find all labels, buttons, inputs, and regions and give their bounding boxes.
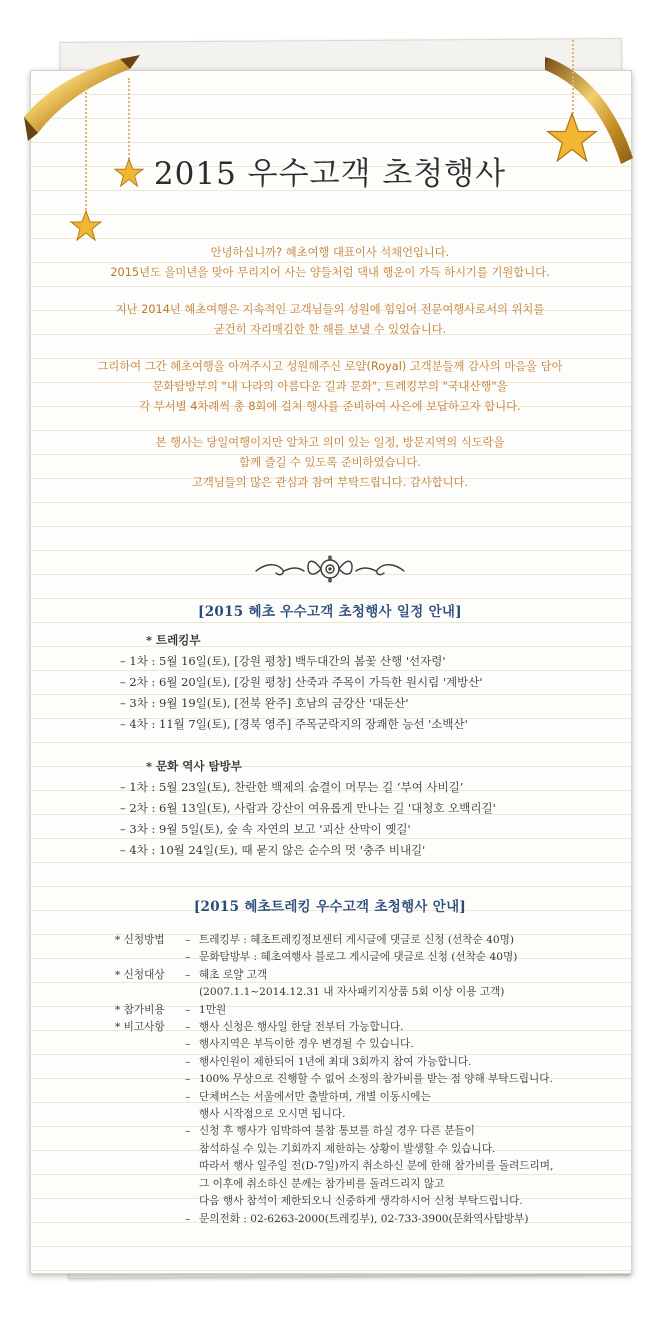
apply-line: 트레킹부 : 혜초트레킹정보센터 게시글에 댓글로 신청 (선착순 40명): [199, 934, 514, 946]
apply-line: 문화탐방부 : 혜초여행사 블로그 게시글에 댓글로 신청 (선착순 40명): [199, 951, 518, 964]
star-string: [572, 40, 574, 122]
schedule-item: – 4차 : 11월 7일(토), [경북 영주] 주목군락지의 장쾌한 능선 '소백산': [120, 717, 468, 731]
intro-line: 지난 2014년 혜초여행은 지속적인 고객님들의 성원에 힘입어 전문여행사로서의 위치를: [115, 303, 545, 316]
info-row: [115, 949, 635, 966]
note-line: 신청 후 행사가 임박하여 불참 통보를 하실 경우 다른 분들이: [199, 1125, 475, 1138]
info-row: [115, 967, 635, 984]
dash: [185, 1106, 199, 1123]
info-heading: [2015 혜초트레킹 우수고객 초청행사 안내]: [193, 899, 467, 915]
fee-value: 1만원: [199, 1003, 227, 1016]
dash: –: [185, 951, 191, 964]
target-line: (2007.1.1~2014.12.31 내 자사패키지상품 5회 이상 이용 고객): [199, 986, 505, 999]
gold-star-icon: [70, 210, 102, 242]
intro-line: 2015년도 을미년을 맞아 무리지어 사는 양들처럼 댁내 행운이 가득 하시기를 기원합니다.: [110, 266, 550, 279]
info-row: [115, 1158, 635, 1175]
intro-line: 안녕하십니까? 혜초여행 대표이사 석채언입니다.: [210, 246, 450, 259]
intro-line: 굳건히 자리매김한 한 해를 보낼 수 있었습니다.: [213, 323, 447, 336]
fee-label: * 참가비용: [115, 1003, 165, 1016]
intro-line: 각 부서별 4차례씩 총 8회에 걸쳐 행사를 준비하여 사은에 보답하고자 합니다.: [139, 400, 521, 413]
info-row: [115, 1019, 635, 1036]
dash: –: [185, 1003, 191, 1016]
info-list: [115, 932, 635, 1228]
dash: [185, 1193, 199, 1210]
intro-line: 문화탐방부의 "내 나라의 아름다운 길과 문화", 트레킹부의 "국내산행"을: [152, 380, 508, 393]
info-row: [115, 1071, 635, 1088]
page-title: 2015 우수고객 초청행사: [153, 156, 507, 192]
note-line: 문의전화 : 02-6263-2000(트레킹부), 02-733-3900(문화역사탐방부): [199, 1212, 529, 1225]
info-row: [115, 1002, 635, 1019]
label-spacer: [115, 1176, 185, 1193]
label-spacer: [115, 1141, 185, 1158]
intro-paragraph-1: [60, 243, 600, 283]
label-spacer: [115, 1054, 185, 1071]
info-row: [115, 1054, 635, 1071]
info-row: [115, 1141, 635, 1158]
label-spacer: [115, 1158, 185, 1175]
intro-line: 그리하여 그간 혜초여행을 아껴주시고 성원해주신 로얄(Royal) 고객분들께 감사의 마음을 담아: [97, 360, 563, 373]
schedule-category: * 트레킹부: [146, 633, 201, 647]
label-spacer: [115, 1071, 185, 1088]
info-row: [115, 1211, 635, 1228]
schedule-list: [120, 630, 496, 861]
note-line: 다음 행사 참석이 제한되오니 신중하게 생각하시어 신청 부탁드립니다.: [199, 1195, 523, 1208]
schedule-item: – 2차 : 6월 20일(토), [강원 평창] 산죽과 주목이 가득한 원시림 '계방산': [120, 675, 483, 689]
label-spacer: [115, 1106, 185, 1123]
note-line: 행사 신청은 행사일 한달 전부터 가능합니다.: [199, 1021, 404, 1034]
target-line: 혜초 로얄 고객: [199, 968, 268, 981]
info-row: [115, 984, 635, 1001]
dash: [185, 1158, 199, 1175]
schedule-item: – 3차 : 9월 5일(토), 숲 속 자연의 보고 '괴산 산막이 옛길': [120, 822, 411, 836]
note-line: 행사지역은 부득이한 경우 변경될 수 있습니다.: [199, 1038, 414, 1051]
note-line: 참석하실 수 있는 기회까지 제한하는 상황이 발생할 수 있습니다.: [199, 1142, 496, 1155]
dash: –: [185, 934, 191, 946]
note-line: 행사 시작점으로 오시면 됩니다.: [199, 1108, 346, 1121]
info-row: [115, 1089, 635, 1106]
info-row: [115, 1123, 635, 1140]
info-row: [115, 932, 635, 949]
label-spacer: [115, 1123, 185, 1140]
intro-line: 고객님들의 많은 관심과 참여 부탁드립니다. 감사합니다.: [191, 476, 469, 489]
schedule-item: – 1차 : 5월 16일(토), [강원 평창] 백두대간의 봄꽃 산행 '선자령': [120, 654, 446, 668]
label-spacer: [115, 1193, 185, 1210]
dash: [185, 1176, 199, 1193]
info-row: [115, 1106, 635, 1123]
label-spacer: [115, 1036, 185, 1053]
note-line: 100% 무상으로 진행할 수 없어 소정의 참가비를 받는 점 양해 부탁드립니다.: [199, 1073, 553, 1086]
dash: [185, 1141, 199, 1158]
label-spacer: [115, 1089, 185, 1106]
schedule-item: – 4차 : 10월 24일(토), 때 묻지 않은 순수의 멋 '충주 비내길': [120, 843, 426, 857]
note-line: 단체버스는 서울에서만 출발하며, 개별 이동시에는: [199, 1090, 431, 1103]
intro-paragraph-3: [60, 357, 600, 417]
intro-line: 본 행사는 당일여행이지만 알차고 의미 있는 일정, 방문지역의 식도락을: [155, 436, 505, 449]
target-label: * 신청대상: [115, 968, 165, 981]
note-line: 따라서 행사 일주일 전(D-7일)까지 취소하신 분에 한해 참가비를 돌려드리며,: [199, 1160, 554, 1173]
label-spacer: [115, 984, 185, 1001]
schedule-item: – 2차 : 6월 13일(토), 사람과 강산이 여유롭게 만나는 길 '대청호 오백리길': [120, 801, 496, 815]
dash: –: [185, 1038, 191, 1051]
label-spacer: [115, 949, 185, 966]
schedule-category: * 문화 역사 탐방부: [146, 759, 242, 773]
notes-label: * 비고사항: [115, 1021, 165, 1034]
note-line: 그 이후에 취소하신 분께는 참가비를 돌려드리지 않고: [199, 1177, 445, 1190]
spacer: [120, 735, 496, 756]
apply-label: * 신청방법: [115, 934, 165, 946]
dash: –: [185, 1055, 191, 1068]
dash: –: [185, 1073, 191, 1086]
dash: –: [185, 968, 191, 981]
label-spacer: [115, 1211, 185, 1228]
gold-ribbon-left-icon: [22, 55, 142, 155]
dash: –: [185, 1090, 191, 1103]
info-row: [115, 1176, 635, 1193]
intro-line: 함께 즐길 수 있도록 준비하였습니다.: [239, 456, 421, 469]
dash: –: [185, 1212, 191, 1225]
flourish-ornament-icon: [254, 555, 406, 583]
info-row: [115, 1036, 635, 1053]
intro-paragraph-2: [60, 300, 600, 340]
note-line: 행사인원이 제한되어 1년에 최대 3회까지 참여 가능합니다.: [199, 1055, 472, 1068]
schedule-item: – 1차 : 5월 23일(토), 찬란한 백제의 숨결이 머무는 길 ‘부여 사비길’: [120, 780, 464, 794]
schedule-heading: [2015 혜초 우수고객 초청행사 일정 안내]: [198, 604, 462, 620]
dash: –: [185, 1021, 191, 1034]
schedule-item: – 3차 : 9월 19일(토), [전북 완주] 호남의 금강산 '대둔산': [120, 696, 409, 710]
dash: –: [185, 1125, 191, 1138]
info-row: [115, 1193, 635, 1210]
intro-paragraph-4: [60, 433, 600, 493]
